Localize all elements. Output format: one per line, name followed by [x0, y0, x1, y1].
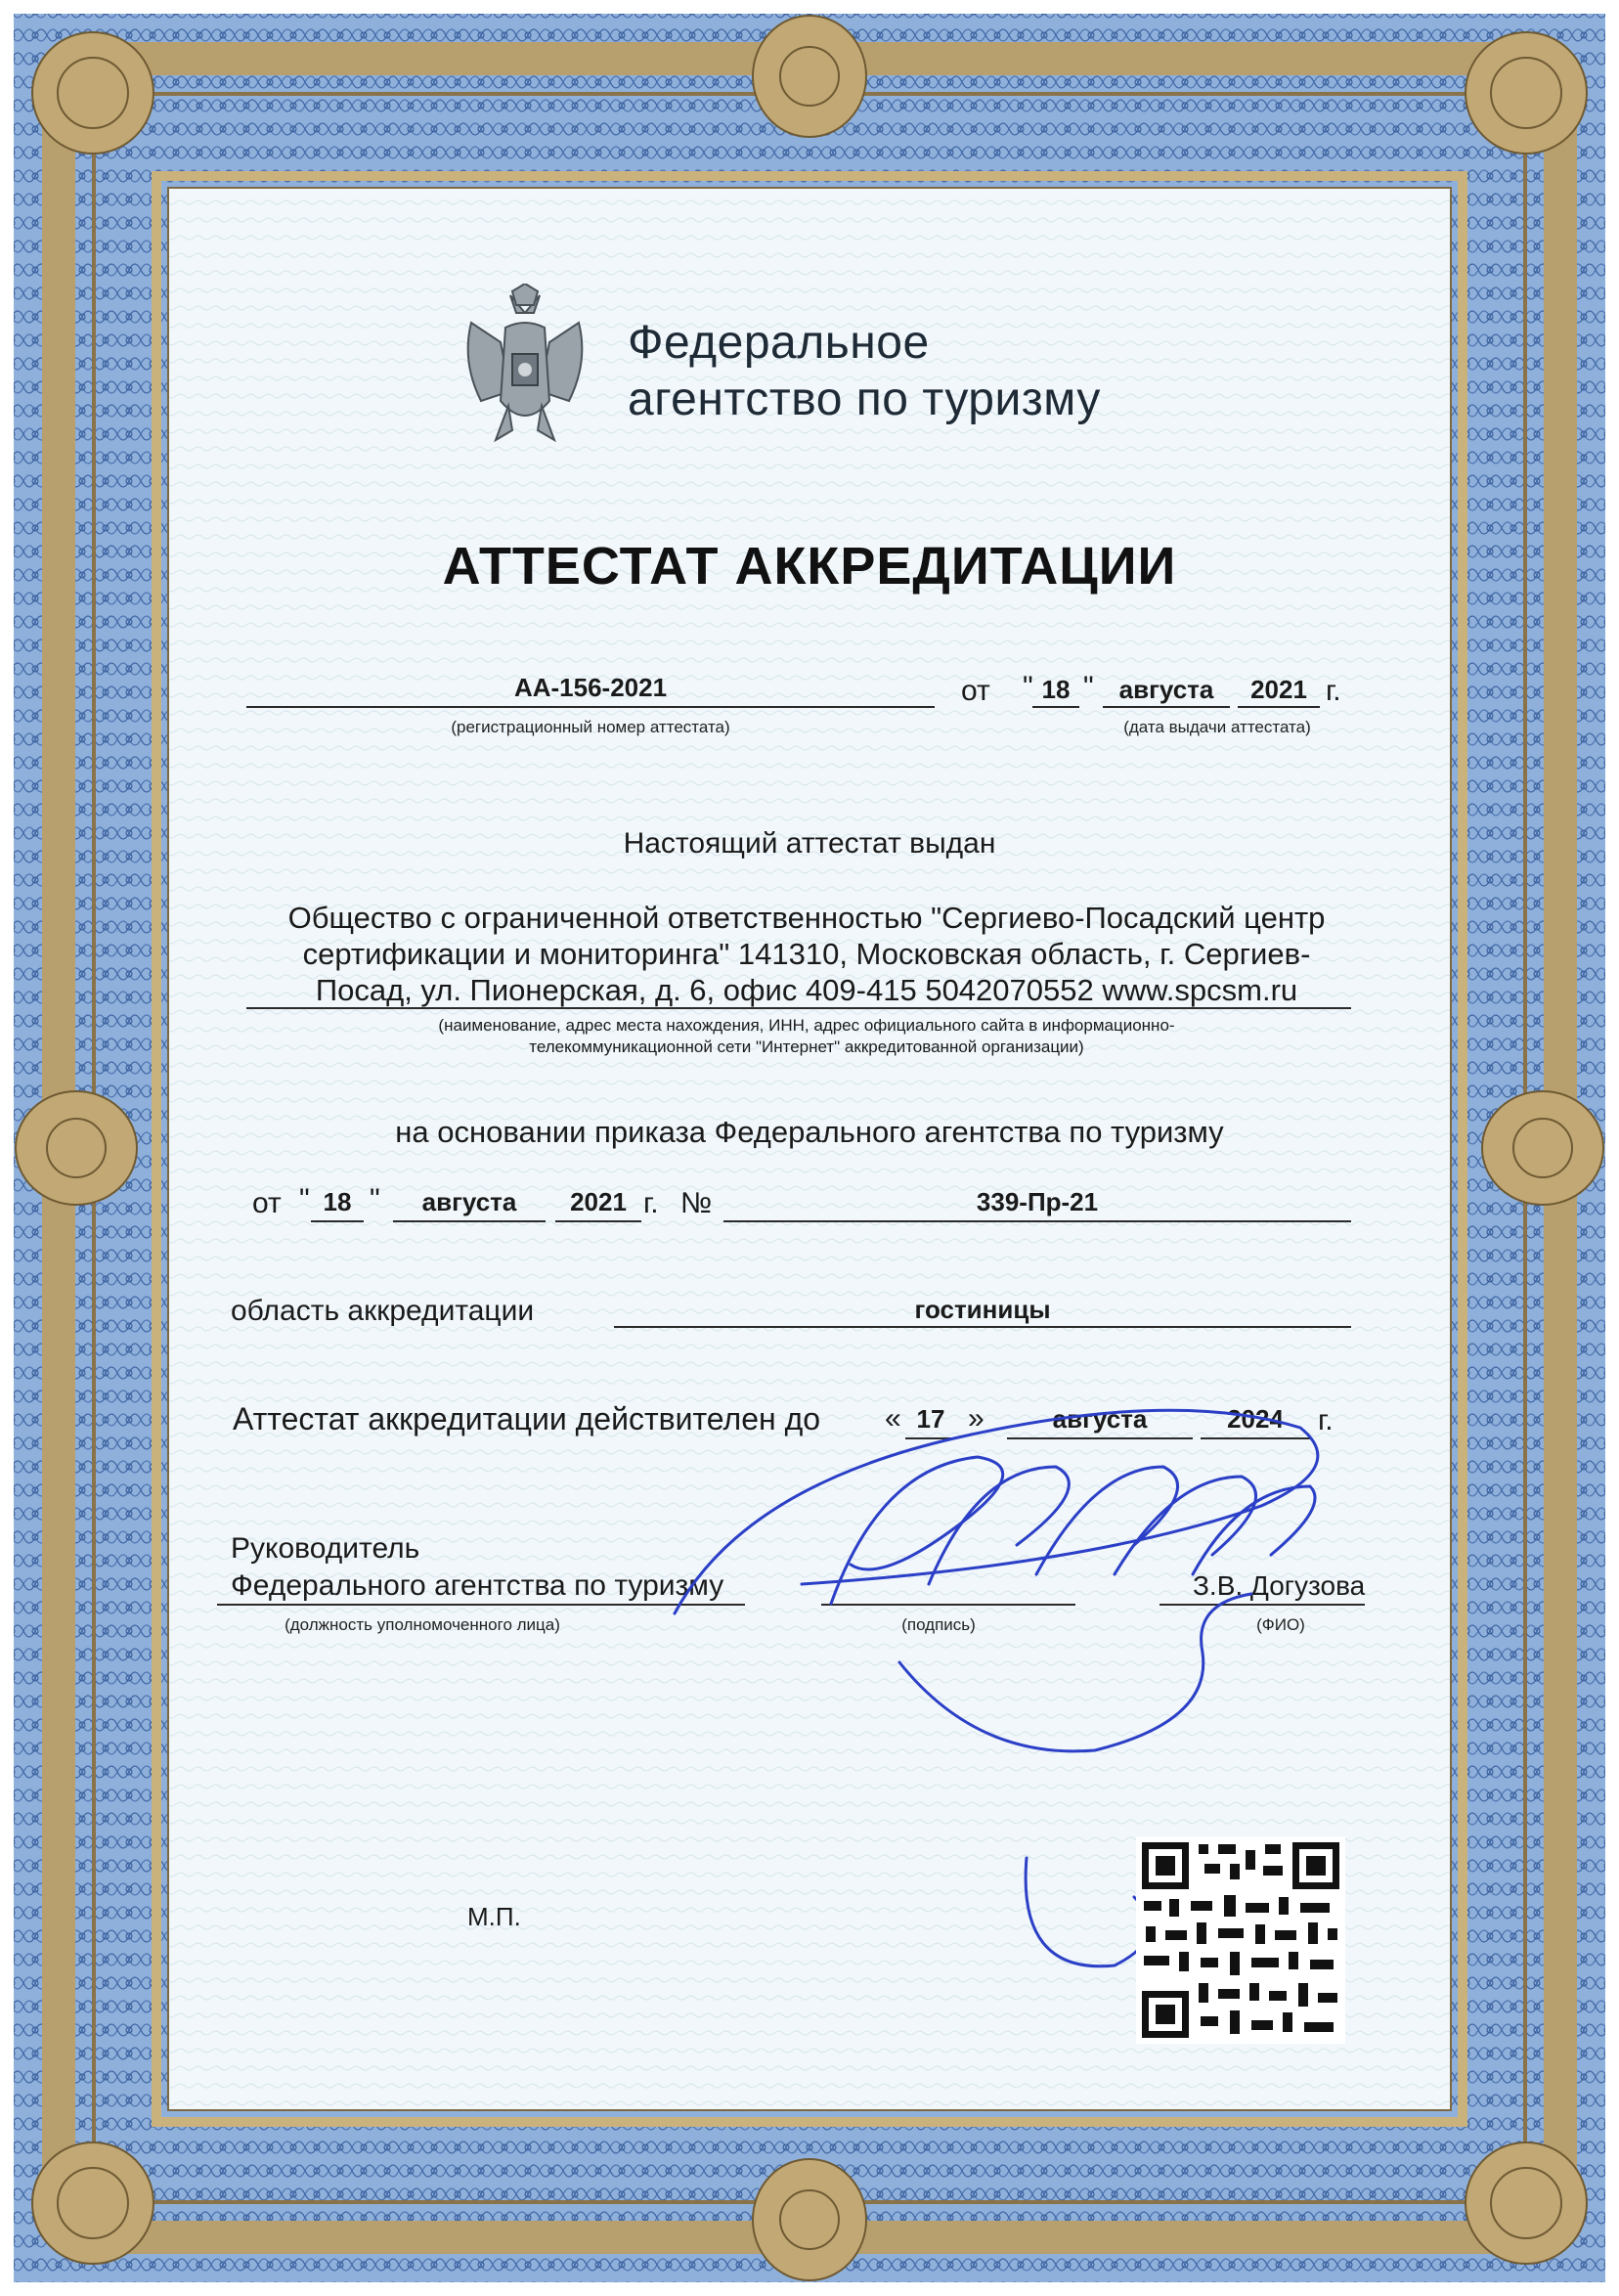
order-date-from-label: от	[252, 1187, 282, 1219]
signatory-position-underline	[217, 1604, 745, 1606]
agency-name-line2: агентство по туризму	[628, 374, 1101, 425]
order-number-label: №	[680, 1187, 713, 1219]
order-date-month-line	[393, 1220, 546, 1222]
issue-date-day: 18	[1041, 675, 1071, 704]
order-date-year-suffix: г.	[643, 1187, 659, 1219]
order-date-year-line	[555, 1220, 641, 1222]
registration-number: АА-156-2021	[513, 673, 668, 702]
organization-line: Общество с ограниченной ответственностью "Сергиево-Посадский центр	[287, 901, 1326, 935]
validity-label: Аттестат аккредитации действителен до	[233, 1401, 821, 1436]
scope-label: область аккредитации	[231, 1295, 535, 1327]
order-date-month: августа	[421, 1187, 517, 1216]
signatory-position-caption: (должность уполномоченного лица)	[284, 1615, 560, 1634]
signatory-position-line: Руководитель	[231, 1532, 420, 1565]
validity-close-quote: »	[968, 1402, 985, 1435]
issue-date-year-line	[1238, 706, 1320, 708]
validity-year: 2024	[1227, 1404, 1284, 1434]
signatory-position	[231, 1530, 723, 1605]
validity-month-line	[1007, 1437, 1193, 1439]
registration-number-caption: (регистрационный номер аттестата)	[451, 718, 730, 736]
signature-caption: (подпись)	[901, 1615, 976, 1634]
signatory-name-line	[1160, 1604, 1365, 1606]
order-number-line	[723, 1220, 1351, 1222]
qr-code-icon	[1136, 1836, 1345, 2044]
order-number: 339-Пр-21	[976, 1187, 1099, 1216]
order-date-close-quote: "	[370, 1183, 380, 1215]
signatory-name: З.В. Догузова	[1193, 1570, 1366, 1601]
organization-details	[240, 900, 1374, 1008]
coat-of-arms-icon	[452, 284, 598, 450]
issued-to-heading: Настоящий аттестат выдан	[623, 827, 996, 860]
order-date-day: 18	[323, 1187, 352, 1216]
issue-date-caption: (дата выдачи аттестата)	[1123, 718, 1311, 736]
organization-line-underline	[246, 1007, 1351, 1009]
validity-open-quote: «	[885, 1402, 901, 1435]
issue-date-month-line	[1103, 706, 1230, 708]
order-date-year: 2021	[570, 1187, 627, 1216]
stamp-place: М.П.	[467, 1902, 521, 1931]
validity-day-line	[905, 1437, 956, 1439]
issue-date-year: 2021	[1250, 675, 1307, 704]
issue-date-open-quote: "	[1023, 671, 1033, 703]
issue-date-from-label: от	[961, 675, 990, 707]
validity-year-line	[1201, 1437, 1310, 1439]
organization-line: Посад, ул. Пионерская, д. 6, офис 409-415 5042070552 www.spcsm.ru	[315, 973, 1298, 1007]
issue-date-month: августа	[1118, 675, 1214, 704]
issue-date-day-line	[1032, 706, 1079, 708]
signatory-name-caption: (ФИО)	[1256, 1615, 1305, 1634]
validity-year-suffix: г.	[1318, 1404, 1334, 1436]
agency-name-line1: Федеральное	[628, 317, 930, 369]
signature-line	[821, 1604, 1075, 1606]
validity-day: 17	[916, 1404, 945, 1434]
signatory-position-line: Федерального агентства по туризму	[231, 1569, 724, 1602]
scope-value: гостиницы	[914, 1295, 1051, 1324]
order-date-day-line	[311, 1220, 364, 1222]
registration-number-line	[246, 706, 935, 708]
organization-caption	[293, 1015, 1320, 1058]
order-date-open-quote: "	[299, 1183, 310, 1215]
scope-line	[614, 1326, 1351, 1328]
issue-date-close-quote: "	[1083, 671, 1094, 703]
issue-date-year-suffix: г.	[1326, 675, 1341, 707]
organization-line: сертификации и мониторинга" 141310, Московская область, г. Сергиев-	[302, 937, 1311, 971]
agency-name	[628, 315, 1101, 428]
organization-caption-line: телекоммуникационной сети "Интернет" аккредитованной организации)	[529, 1038, 1084, 1056]
basis-heading: на основании приказа Федерального агентства по туризму	[395, 1115, 1224, 1149]
organization-caption-line: (наименование, адрес места нахождения, ИНН, адрес официального сайта в информационно-	[438, 1016, 1175, 1035]
validity-month: августа	[1052, 1404, 1148, 1434]
document-title: АТТЕСТАТ АККРЕДИТАЦИИ	[442, 537, 1177, 596]
